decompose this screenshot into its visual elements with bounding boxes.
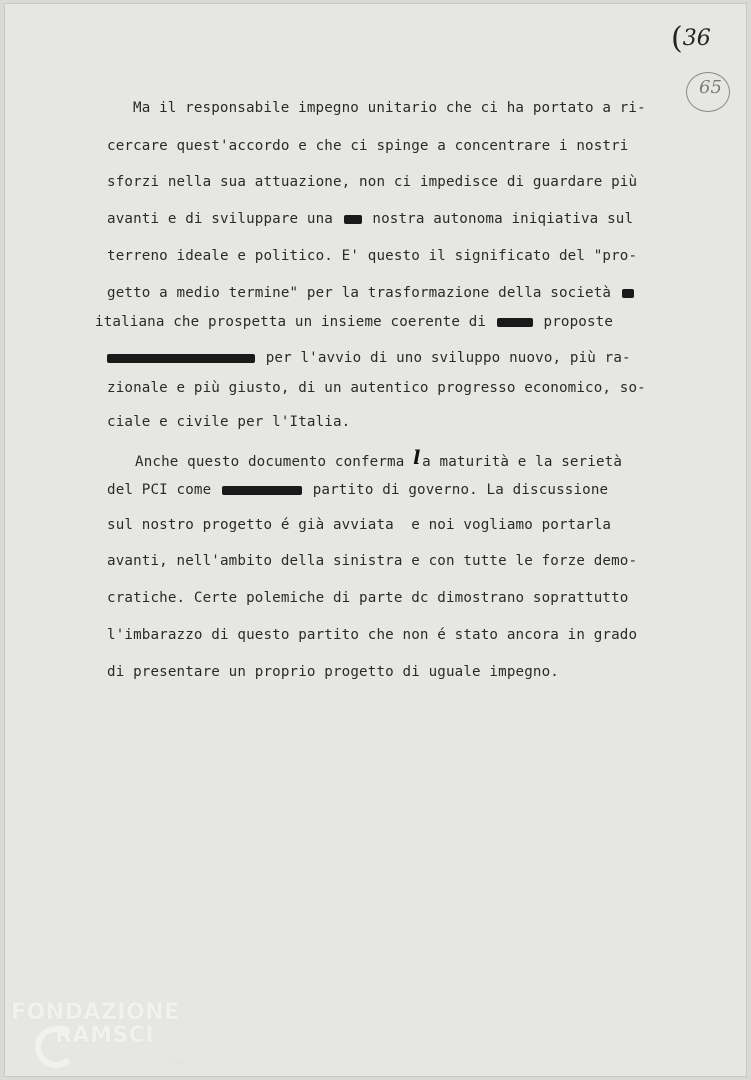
- text-line: [107, 285, 636, 301]
- text-line: cercare quest'accordo e che ci spinge a concentrare i nostri: [107, 138, 629, 154]
- redaction-mark: [107, 354, 255, 363]
- text-segment: avanti e di sviluppare una: [107, 211, 333, 227]
- text-line: [135, 447, 623, 470]
- watermark-line1: FONDAZIONE: [11, 1000, 180, 1025]
- redaction-mark: [344, 215, 362, 224]
- redaction-mark: [222, 486, 302, 495]
- text-segment: getto a medio termine" per la trasformazione della società: [107, 285, 612, 301]
- text-line: sul nostro progetto é già avviata e noi vogliamo portarla: [107, 517, 612, 533]
- text-line: [107, 482, 608, 498]
- text-line: zionale e più giusto, di un autentico progresso economico, so-: [107, 380, 646, 396]
- text-line: Ma il responsabile impegno unitario che ci ha portato a ri-: [133, 100, 646, 116]
- text-line: sforzi nella sua attuazione, non ci impedisce di guardare più: [107, 174, 638, 190]
- watermark-line2: RAMSCI: [55, 1023, 155, 1048]
- text-line: cratiche. Certe polemiche di parte dc dimostrano soprattutto: [107, 590, 629, 606]
- text-segment: per l'avvio di uno sviluppo nuovo, più ra-: [265, 350, 631, 366]
- text-line: terreno ideale e politico. E' questo il significato del "pro-: [107, 248, 638, 264]
- text-line: di presentare un proprio progetto di uguale impegno.: [107, 664, 559, 680]
- text-segment: a maturità e la serietà: [422, 454, 623, 470]
- text-line: [107, 211, 633, 227]
- watermark-g-icon: [35, 1026, 77, 1068]
- text-line: l'imbarazzo di questo partito che non é stato ancora in grado: [107, 627, 638, 643]
- text-line: avanti, nell'ambito della sinistra e con tutte le forze demo-: [107, 553, 638, 569]
- text-line: [107, 350, 631, 366]
- text-segment: partito di governo. La discussione: [312, 482, 609, 498]
- text-line: [95, 314, 613, 330]
- handwritten-correction: l: [413, 447, 421, 469]
- circled-page-number: 65: [699, 77, 722, 98]
- text-line: ciale e civile per l'Italia.: [107, 414, 351, 430]
- text-segment: italiana che prospetta un insieme coerente di: [95, 314, 487, 330]
- document-page: [4, 3, 747, 1077]
- watermark-logo: [11, 1000, 186, 1068]
- redaction-mark: [622, 289, 634, 298]
- text-segment: Anche questo documento conferma: [135, 454, 405, 470]
- handwritten-page-number: (36: [671, 21, 711, 56]
- watermark-suffix: onlus: [161, 1058, 186, 1068]
- text-segment: nostra autonoma iniqiativa sul: [372, 211, 634, 227]
- text-segment: proposte: [543, 314, 614, 330]
- text-segment: del PCI come: [107, 482, 212, 498]
- redaction-mark: [497, 318, 533, 327]
